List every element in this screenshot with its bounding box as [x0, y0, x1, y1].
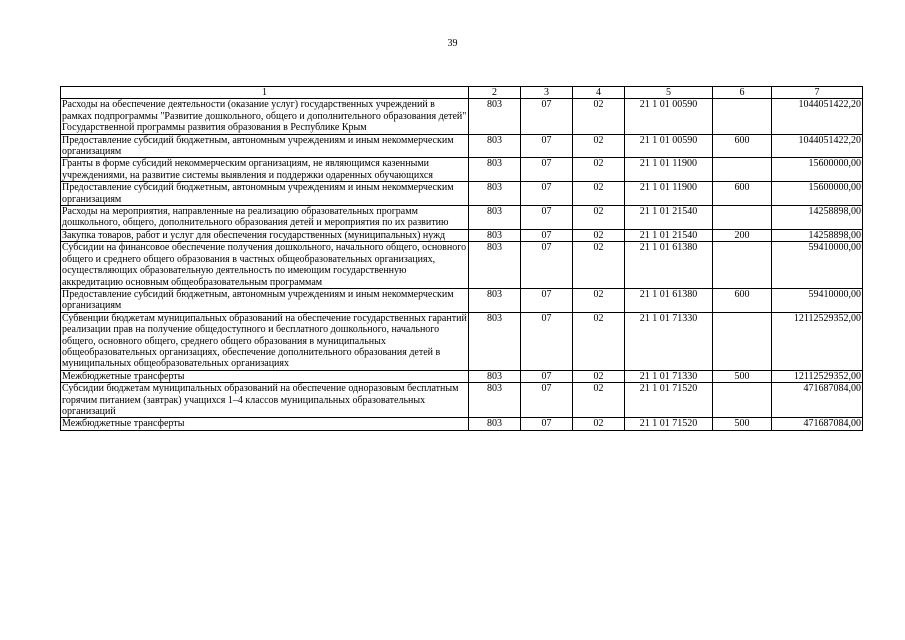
table-row — [61, 158, 863, 182]
expense-name-cell: Расходы на обеспечение деятельности (оказание услуг) государственных учреждений в рамках подпрограммы "Развитие дошкольного, общего и дополнительного образования детей" Государственной программы развития образования в Республике Крым — [61, 99, 469, 134]
expense-name-cell: Субсидии бюджетам муниципальных образований на обеспечение одноразовым бесплатным горячим питанием (завтрак) учащихся 1–4 классов муниципальных образовательных организаций — [61, 383, 469, 418]
ministry-code-cell: 803 — [469, 383, 521, 418]
amount-cell: 471687084,00 — [772, 418, 863, 430]
expense-type-cell: 600 — [713, 288, 772, 312]
ministry-code-cell: 803 — [469, 182, 521, 206]
amount-cell: 14258898,00 — [772, 206, 863, 230]
expense-name-cell: Субсидии на финансовое обеспечение получения дошкольного, начального общего, основного общего и среднего общего образования в частных общеобразовательных организациях, осуществляющих образовательную деятельность по имеющим государственную аккредитацию основным общеобразовательным программам — [61, 242, 469, 289]
amount-cell: 14258898,00 — [772, 229, 863, 241]
amount-cell: 12112529352,00 — [772, 370, 863, 382]
target-article-cell: 21 1 01 00590 — [625, 134, 713, 158]
section-code-cell: 07 — [521, 312, 573, 370]
section-code-cell: 07 — [521, 242, 573, 289]
ministry-code-cell: 803 — [469, 370, 521, 382]
target-article-cell: 21 1 01 21540 — [625, 229, 713, 241]
column-header: 7 — [772, 87, 863, 99]
expense-type-cell: 500 — [713, 418, 772, 430]
target-article-cell: 21 1 01 61380 — [625, 242, 713, 289]
amount-cell: 15600000,00 — [772, 182, 863, 206]
target-article-cell: 21 1 01 71520 — [625, 418, 713, 430]
expense-type-cell — [713, 206, 772, 230]
target-article-cell: 21 1 01 11900 — [625, 158, 713, 182]
expense-type-cell: 600 — [713, 134, 772, 158]
table-header-row — [61, 87, 863, 99]
table-row — [61, 134, 863, 158]
table-row — [61, 383, 863, 418]
target-article-cell: 21 1 01 21540 — [625, 206, 713, 230]
ministry-code-cell: 803 — [469, 418, 521, 430]
table-body — [61, 99, 863, 430]
ministry-code-cell: 803 — [469, 229, 521, 241]
table-row — [61, 312, 863, 370]
section-code-cell: 07 — [521, 206, 573, 230]
table-row — [61, 99, 863, 134]
amount-cell: 59410000,00 — [772, 242, 863, 289]
expense-type-cell: 500 — [713, 370, 772, 382]
target-article-cell: 21 1 01 71520 — [625, 383, 713, 418]
amount-cell: 1044051422,20 — [772, 134, 863, 158]
section-code-cell: 07 — [521, 99, 573, 134]
amount-cell: 12112529352,00 — [772, 312, 863, 370]
amount-cell: 59410000,00 — [772, 288, 863, 312]
table-row — [61, 229, 863, 241]
target-article-cell: 21 1 01 61380 — [625, 288, 713, 312]
section-code-cell: 07 — [521, 288, 573, 312]
table-row — [61, 182, 863, 206]
expense-name-cell: Межбюджетные трансферты — [61, 418, 469, 430]
amount-cell: 471687084,00 — [772, 383, 863, 418]
target-article-cell: 21 1 01 11900 — [625, 182, 713, 206]
column-header: 5 — [625, 87, 713, 99]
target-article-cell: 21 1 01 71330 — [625, 370, 713, 382]
section-code-cell: 07 — [521, 418, 573, 430]
ministry-code-cell: 803 — [469, 134, 521, 158]
table-row — [61, 206, 863, 230]
subsection-code-cell: 02 — [573, 229, 625, 241]
subsection-code-cell: 02 — [573, 370, 625, 382]
amount-cell: 1044051422,20 — [772, 99, 863, 134]
section-code-cell: 07 — [521, 229, 573, 241]
ministry-code-cell: 803 — [469, 242, 521, 289]
ministry-code-cell: 803 — [469, 158, 521, 182]
table-row — [61, 288, 863, 312]
amount-cell: 15600000,00 — [772, 158, 863, 182]
table-row — [61, 370, 863, 382]
column-header: 6 — [713, 87, 772, 99]
expense-type-cell — [713, 242, 772, 289]
expense-name-cell: Закупка товаров, работ и услуг для обеспечения государственных (муниципальных) нужд — [61, 229, 469, 241]
table-row — [61, 418, 863, 430]
subsection-code-cell: 02 — [573, 182, 625, 206]
subsection-code-cell: 02 — [573, 99, 625, 134]
table-row — [61, 242, 863, 289]
expense-name-cell: Расходы на мероприятия, направленные на реализацию образовательных программ дошкольного, общего, дополнительного образования детей и мероприятия по их развитию — [61, 206, 469, 230]
column-header: 2 — [469, 87, 521, 99]
expense-name-cell: Предоставление субсидий бюджетным, автономным учреждениям и иным некоммерческим организациям — [61, 134, 469, 158]
expense-type-cell — [713, 99, 772, 134]
expense-type-cell — [713, 312, 772, 370]
column-header: 3 — [521, 87, 573, 99]
expense-name-cell: Субвенции бюджетам муниципальных образований на обеспечение государственных гарантий реализации прав на получение общедоступного и бесплатного дошкольного, начального общего, основного общего, среднего общего образования в муниципальных общеобразовательных организациях, обеспечение дополнительного образования детей в муниципальных общеобразовательных организациях — [62, 312, 467, 370]
subsection-code-cell: 02 — [573, 288, 625, 312]
ministry-code-cell: 803 — [469, 206, 521, 230]
subsection-code-cell: 02 — [573, 418, 625, 430]
ministry-code-cell: 803 — [469, 312, 521, 370]
target-article-cell: 21 1 01 00590 — [625, 99, 713, 134]
subsection-code-cell: 02 — [573, 383, 625, 418]
section-code-cell: 07 — [521, 182, 573, 206]
section-code-cell: 07 — [521, 134, 573, 158]
page-number: 39 — [447, 38, 458, 49]
subsection-code-cell: 02 — [573, 312, 625, 370]
budget-table — [60, 86, 863, 431]
expense-type-cell — [713, 383, 772, 418]
subsection-code-cell: 02 — [573, 206, 625, 230]
expense-type-cell: 600 — [713, 182, 772, 206]
ministry-code-cell: 803 — [469, 288, 521, 312]
column-header: 4 — [573, 87, 625, 99]
expense-type-cell — [713, 158, 772, 182]
expense-type-cell: 200 — [713, 229, 772, 241]
target-article-cell: 21 1 01 71330 — [625, 312, 713, 370]
section-code-cell: 07 — [521, 158, 573, 182]
expense-name-cell: Межбюджетные трансферты — [61, 370, 469, 382]
expense-name-cell: Предоставление субсидий бюджетным, автономным учреждениям и иным некоммерческим организациям — [61, 182, 469, 206]
ministry-code-cell: 803 — [469, 99, 521, 134]
expense-name-cell: Предоставление субсидий бюджетным, автономным учреждениям и иным некоммерческим организациям — [61, 288, 469, 312]
column-header: 1 — [61, 87, 469, 99]
expense-name-cell: Гранты в форме субсидий некоммерческим организациям, не являющимся казенными учреждениями, на развитие системы выявления и поддержки одаренных обучающихся — [61, 158, 469, 182]
subsection-code-cell: 02 — [573, 134, 625, 158]
section-code-cell: 07 — [521, 383, 573, 418]
subsection-code-cell: 02 — [573, 242, 625, 289]
section-code-cell: 07 — [521, 370, 573, 382]
subsection-code-cell: 02 — [573, 158, 625, 182]
